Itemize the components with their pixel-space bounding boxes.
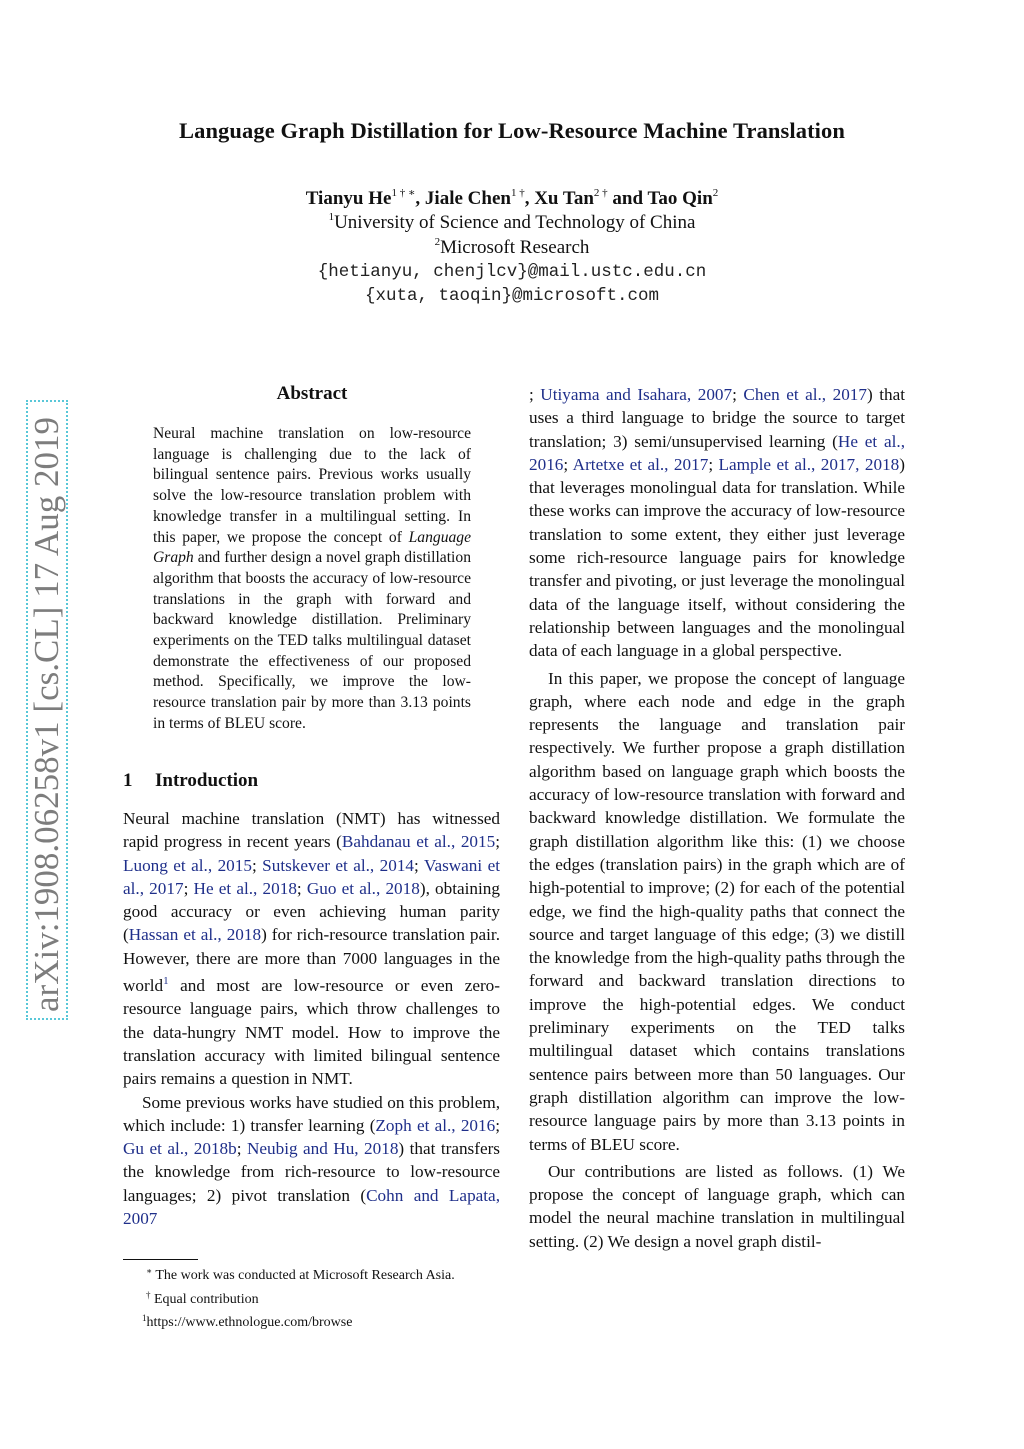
footnote-url[interactable]: https://www.ethnologue.com/browse xyxy=(146,1315,353,1331)
author-marks: 2 xyxy=(712,187,719,199)
citation-link[interactable]: Lample et al., 2017, 2018 xyxy=(718,454,900,474)
footnote-item xyxy=(146,1262,506,1286)
abstract-text-part: and further design a novel graph distillation algorithm that boosts the accuracy of low-resource translations in the graph with forward and backward knowledge distillation. Preliminary experiments on the TED talks multilingual dataset demonstrate the effectiveness of our proposed method. Specifically, we improve the low-resource translation pair by more than 3.13 points in terms of BLEU score. xyxy=(153,549,471,732)
abstract-emphasis: Language Graph xyxy=(153,528,471,567)
author-name: Tao Qin xyxy=(647,188,713,209)
affiliation-2 xyxy=(0,236,1024,259)
citation-link[interactable]: Guo et al., 2018 xyxy=(306,878,420,898)
affiliation-mark: 2 xyxy=(434,236,441,248)
text-run: ) for rich-resource translation pair. However, there are more than 7000 languages in the world xyxy=(123,925,501,996)
footnote-item xyxy=(142,1309,506,1333)
citation-link[interactable]: Chen et al., 2017 xyxy=(743,385,867,404)
text-run: ; xyxy=(296,878,307,898)
intro-paragraph-2 xyxy=(123,1091,500,1231)
author-marks: 2 † xyxy=(593,187,608,199)
text-run: ) that transfers the knowledge from rich-resource to low-resource languages; 2) pivot translation ( xyxy=(123,1139,500,1205)
footnote-mark: 1 xyxy=(142,1313,147,1324)
intro-paragraph-2-continued xyxy=(529,383,905,663)
footnotes xyxy=(142,1262,506,1333)
footnote-mark: † xyxy=(146,1289,151,1300)
abstract-body xyxy=(153,424,471,735)
citation-link[interactable]: Bahdanau et al., 2015 xyxy=(341,832,496,852)
author-marks: 1 † ∗ xyxy=(391,187,416,199)
abstract-text-part: Neural machine translation on low-resource language is challenging due to the lack of bilingual sentence pairs. Previous works usually solve the low-resource translation problem with knowledge transfer in a multilingual setting. In this paper, we propose the concept of xyxy=(153,425,471,546)
author-list: Tianyu $He^{1 \dagger ∗}$, Jiale Chen$^{1 \dagger}$, Xu Tan$^{2 \dagger}$ and Tao Qin$^2$ xyxy=(305,187,719,209)
citation-link[interactable]: Sutskever et al., 2014 xyxy=(262,855,415,875)
text-run: ; xyxy=(495,832,500,852)
citation-link[interactable]: Artetxe et al., 2017 xyxy=(572,454,709,474)
citation-link[interactable]: Zoph et al., 2016 xyxy=(375,1115,496,1135)
text-run: and most are low-resource or even zero-resource language pairs, which throw challenges to the data-hungry NMT model. How to improve the translation accuracy with limited bilingual sentence pairs remains a question in NMT. xyxy=(123,976,500,1089)
text-run: ; xyxy=(732,385,744,404)
abstract-heading: Abstract xyxy=(276,383,348,404)
citation-link[interactable]: He et al., 2016 xyxy=(529,431,905,474)
left-column xyxy=(123,807,500,1230)
citation-link[interactable]: Hassan et al., 2018 xyxy=(128,925,262,945)
right-column xyxy=(529,383,905,1253)
text-run: ) that leverages monolingual data for translation. While these works can improve the accuracy of low-resource translation to some extent, they either just leverage some rich-resource language pairs for knowledge transfer and pivoting, or just leverage the monolingual data of the language itself, without considering the relationship between languages and the monolingual data of each language in a global perspective. xyxy=(529,454,906,661)
affiliation-name: University of Science and Technology of China xyxy=(334,212,696,233)
citation-link[interactable]: Neubig and Hu, 2018 xyxy=(246,1139,399,1159)
text-run: ) that uses a third language to bridge the source to target translation; 3) semi/unsupervised learning ( xyxy=(529,385,906,451)
text-run: Neural machine translation (NMT) has witnessed rapid progress in recent years ( xyxy=(123,809,500,852)
intro-paragraph-4: Our contributions are listed as follows. (1) We propose the concept of language graph, which can model the neural machine translation in multilingual setting. (2) We design a novel graph distil- xyxy=(529,1161,905,1251)
arxiv-identifier-stamp: arXiv:1908.06258v1 [cs.CL] 17 Aug 2019 xyxy=(26,400,68,1020)
text-run: ; xyxy=(563,454,573,474)
author-name: Tianyu He xyxy=(305,188,392,209)
text-run: ; xyxy=(414,855,424,875)
footnote-mark: ∗ xyxy=(146,1266,153,1276)
author-name: Xu Tan xyxy=(534,188,594,209)
citation-link[interactable]: Cohn and Lapata, 2007 xyxy=(123,1185,500,1229)
affiliation-1 xyxy=(0,211,1024,234)
citation-link[interactable]: Vaswani et al., 2017 xyxy=(123,855,501,898)
section-title: Introduction xyxy=(155,770,259,791)
footnote-text: The work was conducted at Microsoft Research Asia. xyxy=(155,1268,455,1283)
citation-link[interactable]: Gu et al., 2018b xyxy=(123,1139,237,1159)
paper-title: Language Graph Distillation for Low-Resource Machine Translation xyxy=(178,118,845,143)
citation-link[interactable]: He et al., 2018 xyxy=(193,878,297,898)
intro-paragraph-1 xyxy=(123,807,500,1091)
author-marks: 1 † xyxy=(510,187,525,199)
email-line-1: {hetianyu, chenjlcv}@mail.ustc.edu.cn xyxy=(317,262,707,282)
affiliation-name: Microsoft Research xyxy=(440,237,590,258)
citation-link[interactable]: Utiyama and Isahara, 2007 xyxy=(540,385,733,404)
affiliation-mark: 1 xyxy=(328,211,335,223)
text-run: ; xyxy=(708,454,719,474)
text-run: ; xyxy=(251,855,263,875)
section-number: 1 xyxy=(123,770,133,791)
section-heading-introduction xyxy=(123,770,258,792)
footnote-item xyxy=(146,1286,506,1310)
text-run: ; xyxy=(495,1115,500,1135)
footnote-divider xyxy=(123,1259,198,1260)
text-run: Some previous works have studied on this problem, which include: 1) transfer learning ( xyxy=(123,1092,500,1135)
email-line-2: {xuta, taoqin}@microsoft.com xyxy=(364,286,660,306)
intro-paragraph-3: In this paper, we propose the concept of language graph, where each node and edge in the graph represents the language and translation pair respectively. We further propose a graph distillation algorithm based on language graph which boosts the accuracy of low-resource translation with forward and backward knowledge distillation. We formulate the graph distillation algorithm like this: (1) we choose the edges (translation pairs) in the graph which are of high-potential to improve; (2) for each of the potential edge, we find the high-quality paths that connect the source and target language of this edge; (3) we distill the knowledge from the high-quality paths through the forward and backward translation directions to improve the high-potential edges. We conduct preliminary experiments on the TED talks multilingual dataset which contains translations sentence pairs between more than 50 languages. Our graph distillation algorithm can improve the low-resource language pairs by more than 3.13 points in terms of BLEU score. xyxy=(529,668,905,1154)
text-run: ; xyxy=(183,878,194,898)
text-run: ), obtaining good accuracy or even achieving human parity ( xyxy=(123,878,500,945)
author-conjunction: and xyxy=(612,188,644,209)
text-run: ; xyxy=(529,385,541,404)
text-run: ; xyxy=(236,1139,247,1159)
citation-link[interactable]: Luong et al., 2015 xyxy=(123,855,252,875)
footnote-text: Equal contribution xyxy=(154,1291,259,1307)
author-name: Jiale Chen xyxy=(424,188,511,209)
footnote-reference[interactable]: 1 xyxy=(163,975,169,988)
